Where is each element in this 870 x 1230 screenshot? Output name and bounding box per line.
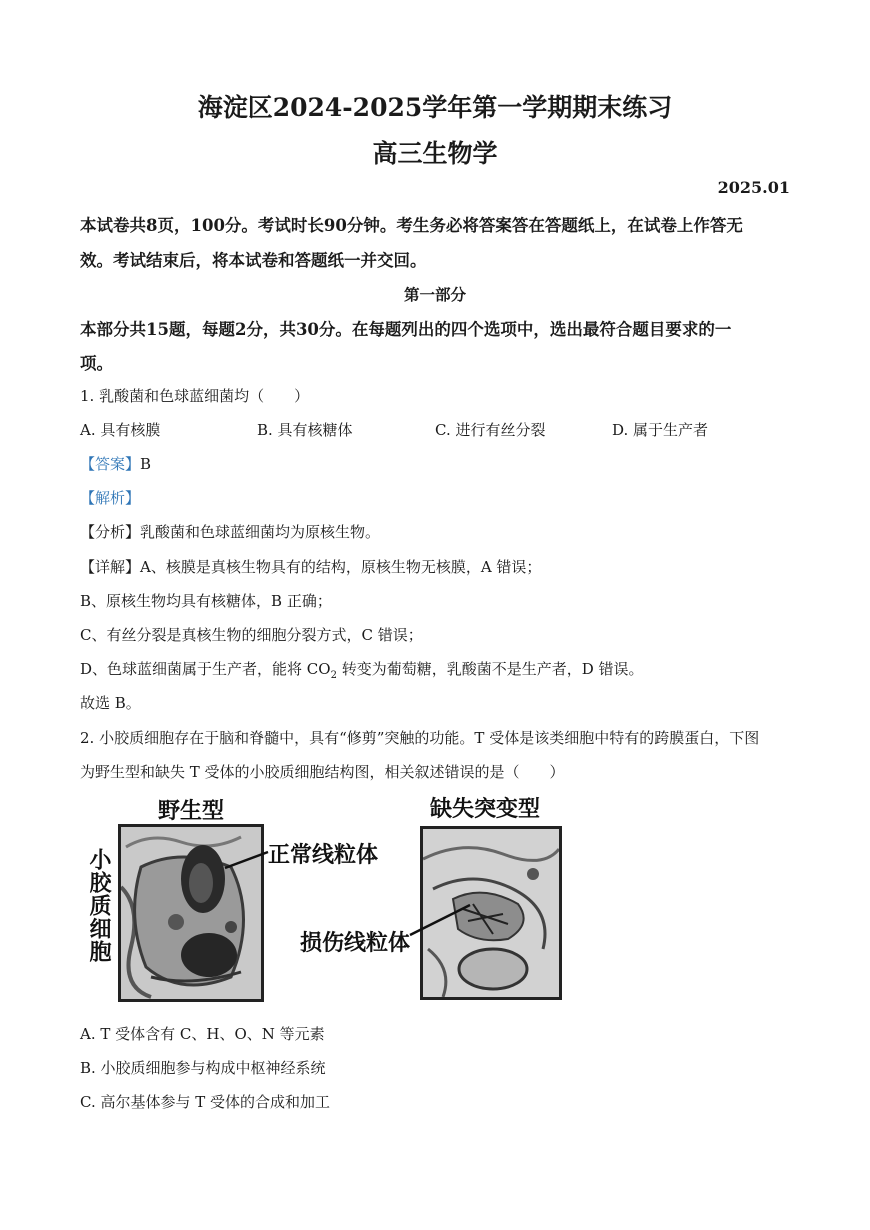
figure-label-mutant: 缺失突变型 xyxy=(430,797,541,822)
q1-stem: 1. 乳酸菌和色球蓝细菌均（ ） xyxy=(80,387,310,405)
co2-subscript: 2 xyxy=(330,670,337,681)
q1-fenxi: 【分析】乳酸菌和色球蓝细菌均为原核生物。 xyxy=(80,523,381,541)
figure-label-wild-type: 野生型 xyxy=(158,799,225,824)
pointer-normal-mitochondria xyxy=(225,852,268,868)
q1-detail-3: C、有丝分裂是真核生物的细胞分裂方式，C 错误； xyxy=(80,626,423,644)
q1-option-d: D. 属于生产者 xyxy=(612,421,709,439)
detail4-text-a: D、色球蓝细菌属于生产者，能将 CO xyxy=(80,660,331,678)
pointer-damaged-mitochondria xyxy=(410,905,470,935)
q1-option-a: A. 具有核膜 xyxy=(80,421,161,439)
figure-label-cell: 小胶质细胞 xyxy=(86,848,111,963)
q2-stem-line-1: 2. 小胶质细胞存在于脑和脊髓中，具有“修剪”突触的功能。T 受体是该类细胞中特有的跨膜蛋白，下图 xyxy=(80,729,760,747)
q2-option-b: B. 小胶质细胞参与构成中枢神经系统 xyxy=(80,1059,326,1077)
detail4-text-b: 转变为葡萄糖，乳酸菌不是生产者，D 错误。 xyxy=(336,660,644,678)
q1-conclusion: 故选 B。 xyxy=(80,694,141,712)
q1-option-b: B. 具有核糖体 xyxy=(257,421,353,439)
q1-detail-1: 【详解】A、核膜是真核生物具有的结构，原核生物无核膜，A 错误； xyxy=(80,558,542,576)
q2-option-a: A. T 受体含有 C、H、O、N 等元素 xyxy=(80,1025,325,1043)
q2-option-c: C. 高尔基体参与 T 受体的合成和加工 xyxy=(80,1093,331,1111)
answer-tag: 【答案】 xyxy=(80,455,141,473)
figure-label-normal-mitochondria: 正常线粒体 xyxy=(268,843,379,868)
exam-title: 海淀区2024-2025学年第一学期期末练习 xyxy=(197,93,673,122)
answer-value: B xyxy=(140,455,152,473)
section-desc-line-2: 项。 xyxy=(80,354,113,373)
section-title: 第一部分 xyxy=(403,285,466,304)
q2-stem-line-2: 为野生型和缺失 T 受体的小胶质细胞结构图，相关叙述错误的是（ ） xyxy=(80,763,565,781)
exam-subtitle: 高三生物学 xyxy=(372,139,498,168)
exam-date: 2025.01 xyxy=(717,178,790,197)
q1-detail-2: B、原核生物均具有核糖体，B 正确； xyxy=(80,592,332,610)
figure-label-damaged-mitochondria: 损伤线粒体 xyxy=(300,931,411,956)
q1-analysis-tag: 【解析】 xyxy=(80,489,141,507)
q1-option-c: C. 进行有丝分裂 xyxy=(435,421,546,439)
section-desc-line-1: 本部分共15题，每题2分，共30分。在每题列出的四个选项中，选出最符合题目要求的一 xyxy=(80,320,732,339)
instructions-line-1: 本试卷共8页，100分。考试时长90分钟。考生务必将答案答在答题纸上，在试卷上作答无 xyxy=(80,216,743,235)
instructions-line-2: 效。考试结束后，将本试卷和答题纸一并交回。 xyxy=(80,251,427,270)
